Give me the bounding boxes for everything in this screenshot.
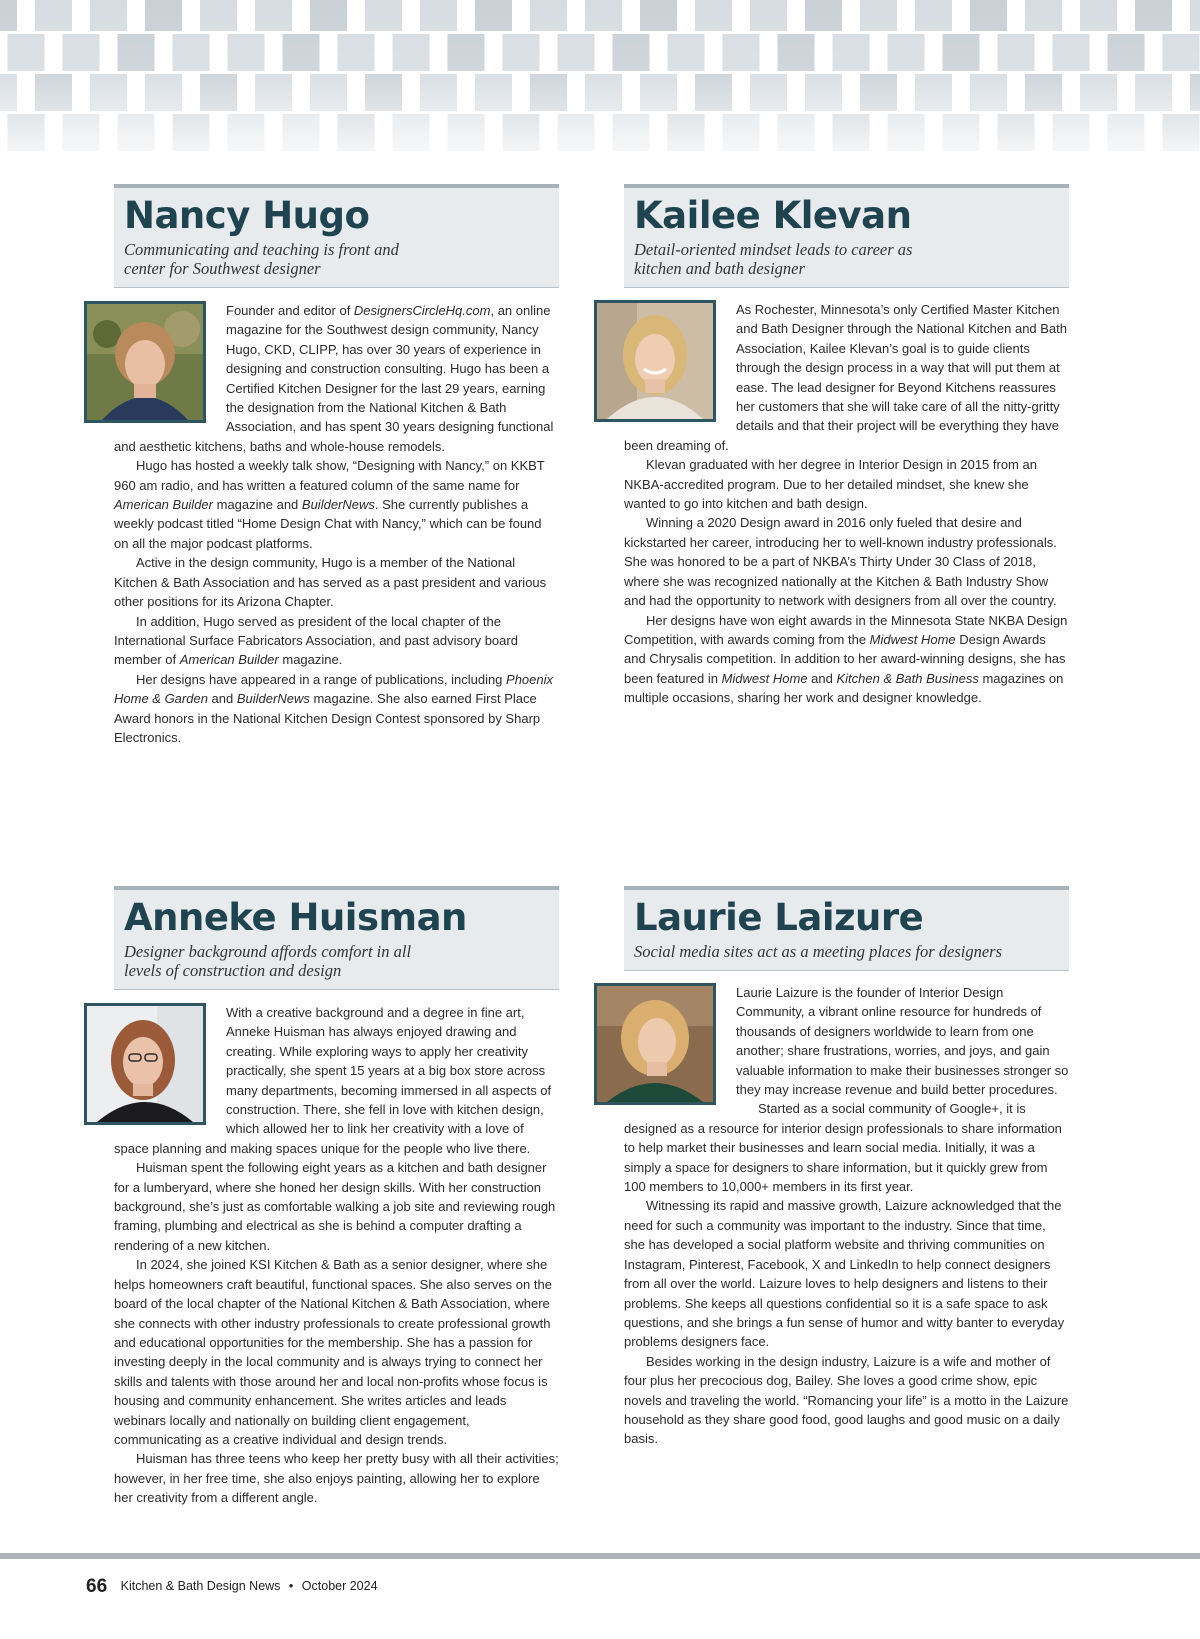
profile-paragraph — [624, 1196, 1069, 1351]
text-run: Besides working in the design industry, Laizure is a wife and mother of four plus her precocious dog, Bailey. She loves a good crime show, epic novels and traveling the world. “Romancing your life” is a motto in the Laizure household as they share good food, good laughs and good music on a daily basis. — [624, 1353, 1069, 1447]
text-run: magazine. She also earned First Place Award honors in the National Kitchen Design Contest sponsored by Sharp Electronics. — [114, 691, 541, 745]
text-run: With a creative background and a degree in fine art, Anneke Huisman has always enjoyed drawing and creating. While exploring ways to apply her creativity practically, she spent 15 years at a big box store across many departments, becoming immersed in all aspects of construction. There, she fell in love with kitchen design, which allowed her to link her creativity with a love of space planning and making spaces unique for the people who live there. — [114, 1005, 552, 1156]
issue-date: October 2024 — [301, 1579, 378, 1593]
italic-title: Midwest Home — [721, 670, 808, 686]
italic-title: BuilderNews — [236, 691, 310, 707]
profile-body — [114, 301, 559, 747]
profile-paragraph — [114, 670, 559, 748]
profile-paragraph — [624, 455, 1069, 513]
profile-paragraph — [114, 612, 559, 670]
text-run: Witnessing its rapid and massive growth, Laizure acknowledged that the need for such a community was important to the industry. Since that time, she has developed a social platform website and thriving communities on Instagram, Pinterest, Facebook, X and LinkedIn to help connect designers from all over the world. Laizure loves to help designers and listens to their problems. She keeps all questions confidential so it is a safe space to ask questions, and she brings a fun sense of humor and witty banter to everyday problems designers face. — [624, 1198, 1065, 1350]
text-run: In 2024, she joined KSI Kitchen & Bath as a senior designer, where she helps homeowners craft beautiful, functional spaces. She also serves on the board of the local chapter of the National Kitchen & Bath Association, where she connects with other industry professionals to create professional growth and educational opportunities for the membership. She has a passion for investing deeply in the local community and is always trying to connect her skills and talents with those around her and local non-profits whose focus is housing and community enhancement. She writes articles and leads webinars locally and nationally on building client engagement, communicating as a creative individual and design trends. — [114, 1257, 552, 1447]
text-run: Huisman has three teens who keep her pretty busy with all their activities; however, in her free time, she also enjoys painting, allowing her to explore her creativity from a different angle. — [114, 1451, 559, 1506]
profile-kailee-klevan — [624, 184, 1069, 708]
profile-paragraph — [114, 553, 559, 611]
page-footer — [86, 1576, 378, 1598]
portrait-photo — [84, 301, 206, 423]
text-run: Started as a social community of Google+, it is designed as a resource for interior design professionals to share information to help market their businesses and learn social media. Initially, it was a simply a space for designers to share information, but it quickly grew from 100 members to 10,000+ members in its first year. — [624, 1101, 1062, 1195]
text-run: Her designs have appeared in a range of publications, including — [136, 671, 507, 687]
portrait-nancy-icon — [87, 304, 203, 420]
text-run: Active in the design community, Hugo is a member of the National Kitchen & Bath Association and has served as a past president and various other positions for its Arizona Chapter. — [114, 555, 547, 610]
portrait-anneke-icon — [87, 1006, 203, 1122]
italic-title: DesignersCircleHq.com — [353, 303, 491, 318]
italic-title: Kitchen & Bath Business — [836, 670, 979, 686]
footer-separator: • — [288, 1579, 294, 1593]
profile-paragraph — [624, 1352, 1069, 1449]
profile-paragraph — [624, 611, 1069, 708]
portrait-photo — [594, 983, 716, 1105]
profile-laurie-laizure — [624, 886, 1069, 1449]
profile-name: Nancy Hugo — [124, 194, 370, 237]
profile-header — [114, 886, 559, 990]
text-run: Hugo has hosted a weekly talk show, “Designing with Nancy,” on KKBT 960 am radio, and has written a featured column of the same name for — [114, 458, 545, 493]
portrait-kailee-icon — [597, 303, 713, 419]
text-run: , an online magazine for the Southwest design community, Nancy Hugo, CKD, CLIPP, has over 30 years of experience in designing and construction consulting. Hugo has been a Certified Kitchen Designer for the last 29 years, earning the designation from the National Kitchen & Bath Association, and has spent 30 years designing functional and aesthetic kitchens, baths and whole-house remodels. — [114, 303, 554, 454]
profile-anneke-huisman — [114, 886, 559, 1508]
profile-body — [624, 300, 1069, 708]
italic-title: American Builder — [114, 497, 213, 513]
text-run: magazines on multiple occasions, sharing her work and designer knowledge. — [624, 670, 1064, 706]
profile-body — [114, 1003, 559, 1508]
profile-paragraph — [114, 1158, 559, 1255]
portrait-photo — [594, 300, 716, 422]
text-run: In addition, Hugo served as president of the local chapter of the International Surface Fabricators Association, and past advisory board member of — [114, 613, 518, 668]
profile-paragraph — [114, 456, 559, 553]
profile-paragraph — [114, 1255, 559, 1449]
text-run: Laurie Laizure is the founder of Interior Design Community, a vibrant online resource for hundreds of thousands of designers worldwide to learn from one another; share frustrations, worries, and joys, and gain valuable information to make their businesses stronger so they may increase revenue and build better procedures. — [736, 985, 1069, 1098]
profile-paragraph — [624, 1099, 1069, 1196]
decorative-header-band — [0, 0, 1200, 175]
profile-paragraph — [114, 1449, 559, 1507]
profile-name: Anneke Huisman — [124, 896, 467, 939]
italic-title: American Builder — [179, 652, 279, 668]
text-run: magazine and — [213, 497, 302, 513]
text-run: Design Awards and Chrysalis competition. In addition to her award-winning designs, she has been featured in — [624, 631, 1066, 686]
text-run: Her designs have won eight awards in the Minnesota State NKBA Design Competition, with awards coming from the — [624, 612, 1068, 647]
profile-header — [624, 184, 1069, 288]
text-run: Klevan graduated with her degree in Interior Design in 2015 from an NKBA-accredited program. Due to her detailed mindset, she knew she wanted to go into kitchen and bath design. — [624, 457, 1037, 512]
profile-nancy-hugo — [114, 184, 559, 747]
page-number: 66 — [86, 1576, 108, 1597]
text-run: As Rochester, Minnesota’s only Certified Master Kitchen and Bath Designer through the National Kitchen and Bath Association, Kailee Klevan’s goal is to guide clients through the design process in a way that will put them at ease. The lead designer for Beyond Kitchens reassures her customers that she will take care of all the nitty-gritty details and that their project will be everything they have been dreaming of. — [624, 302, 1068, 453]
profile-header — [114, 184, 559, 288]
header-fade — [0, 0, 1200, 175]
profile-name: Laurie Laizure — [634, 896, 924, 939]
text-run: magazine. — [278, 652, 343, 668]
italic-title: Phoenix Home & Garden — [114, 671, 554, 707]
footer-rule — [0, 1553, 1200, 1559]
italic-title: Midwest Home — [869, 631, 956, 647]
text-run: and — [207, 691, 237, 707]
text-run: Huisman spent the following eight years as a kitchen and bath designer for a lumberyard, where she honed her design skills. With her construction background, she’s just as comfortable walking a job site and reviewing rough framing, plumbing and electrical as she is behind a computer drafting a rendering of a new kitchen. — [114, 1160, 556, 1253]
profile-subtitle: Social media sites act as a meeting places for designers — [634, 942, 1002, 961]
text-run: and — [807, 670, 837, 686]
profile-header — [624, 886, 1069, 971]
profile-subtitle: Designer background affords comfort in all levels of construction and design — [124, 942, 412, 980]
portrait-photo — [84, 1003, 206, 1125]
profile-paragraph — [624, 513, 1069, 610]
portrait-laurie-icon — [597, 986, 713, 1102]
profile-subtitle: Detail-oriented mindset leads to career as kitchen and bath designer — [634, 240, 913, 278]
profile-name: Kailee Klevan — [634, 194, 912, 237]
text-run: Founder and editor of — [226, 303, 354, 318]
text-run: . She currently publishes a weekly podcast titled “Home Design Chat with Nancy,” which can be found on all the major podcast platforms. — [114, 497, 542, 551]
profile-body — [624, 983, 1069, 1449]
italic-title: BuilderNews — [301, 497, 375, 513]
profile-subtitle: Communicating and teaching is front and center for Southwest designer — [124, 240, 399, 278]
text-run: Winning a 2020 Design award in 2016 only fueled that desire and kickstarted her career, introducing her to well-known industry professionals. She was honored to be a part of NKBA’s Thirty Under 30 Class of 2018, where she was recognized nationally at the Kitchen & Bath Industry Show and had the opportunity to network with designers from all over the country. — [624, 515, 1057, 609]
publication-name: Kitchen & Bath Design News — [120, 1579, 281, 1593]
